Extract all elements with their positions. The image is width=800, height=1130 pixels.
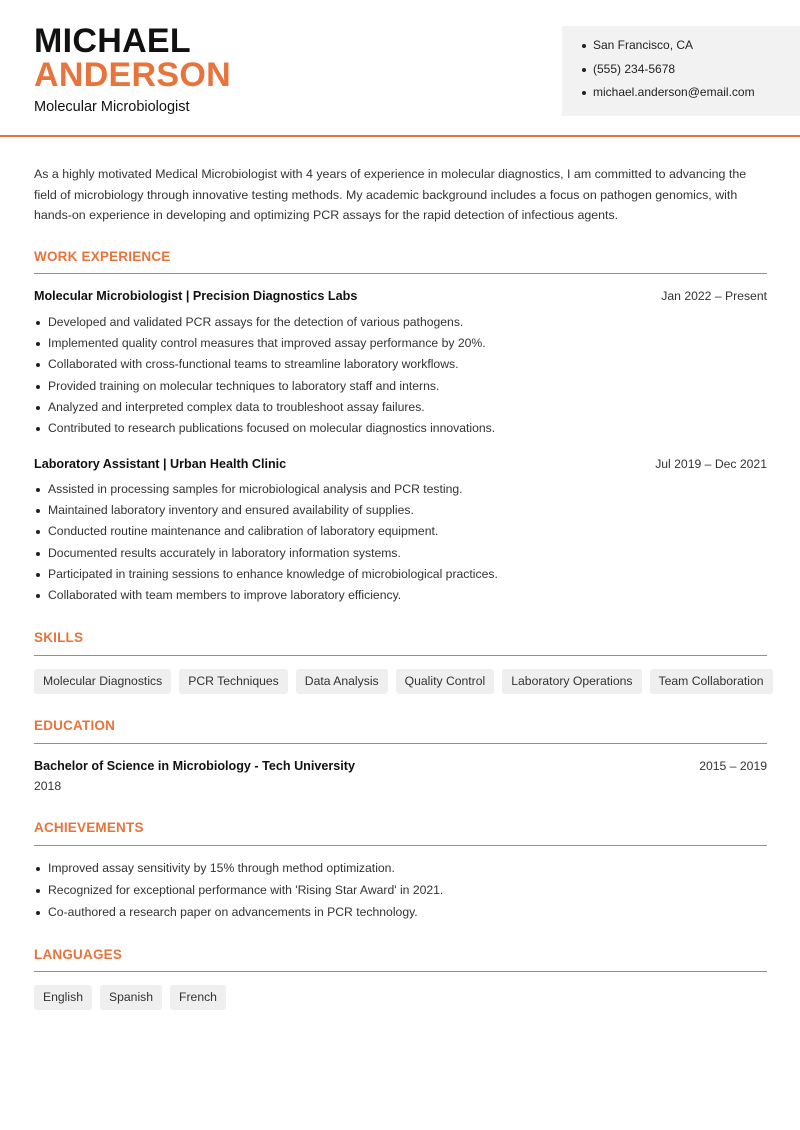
bullet-icon [36,594,40,598]
bullet-icon [582,44,586,48]
bullet-icon [36,530,40,534]
role-bullets [34,314,769,441]
list-item [34,566,769,587]
section-divider [34,655,767,656]
language-chip: French [170,985,226,1010]
contact-phone [582,61,800,85]
list-item-text: Collaborated with cross-functional teams to streamline laboratory workflows. [48,357,459,372]
list-item-text: Implemented quality control measures that improved assay performance by 20%. [48,336,486,351]
bullet-icon [36,488,40,492]
list-item-text: Documented results accurately in laboratory information systems. [48,545,401,560]
section-divider [34,845,767,846]
section-title-skills: SKILLS [34,630,84,645]
education-degree: Bachelor of Science in Microbiology - Tech University [34,759,355,773]
list-item [34,882,769,904]
bullet-icon [36,385,40,389]
language-chip: Spanish [100,985,162,1010]
section-divider [34,971,767,972]
section-title-achievements: ACHIEVEMENTS [34,820,144,835]
list-item-text: Co-authored a research paper on advancements in PCR technology. [48,905,418,919]
skill-chip: Team Collaboration [650,669,773,694]
list-item [34,399,769,420]
resume-header [0,0,800,137]
bullet-icon [36,321,40,325]
list-item-text: Developed and validated PCR assays for the detection of various pathogens. [48,315,464,329]
bullet-icon [36,363,40,367]
contact-location-text: San Francisco, CA [593,38,694,52]
list-item-text: Collaborated with team members to improve laboratory efficiency. [48,587,402,602]
role-title: Molecular Microbiologist | Precision Diagnostics Labs [34,289,358,303]
list-item-text: Recognized for exceptional performance with 'Rising Star Award' in 2021. [48,883,444,897]
section-divider [34,273,767,274]
list-item-text: Analyzed and interpreted complex data to troubleshoot assay failures. [48,399,425,414]
section-title-education: EDUCATION [34,718,116,733]
role-dates: Jul 2019 – Dec 2021 [655,457,767,471]
first-name: MICHAEL [34,22,191,60]
bullet-icon [36,342,40,346]
list-item [34,420,769,441]
contact-box [562,26,800,116]
list-item [34,502,769,523]
list-item [34,335,769,356]
list-item-text: Maintained laboratory inventory and ensured availability of supplies. [48,503,414,518]
bullet-icon [582,68,586,72]
skills-list [34,669,773,694]
list-item-text: Contributed to research publications focused on molecular diagnostics innovations. [48,420,496,435]
contact-email [582,84,800,108]
bullet-icon [36,552,40,556]
education-year: 2018 [34,779,62,793]
role-title: Laboratory Assistant | Urban Health Clinic [34,457,287,471]
bullet-icon [36,867,40,871]
section-title-languages: LANGUAGES [34,947,123,962]
list-item-text: Conducted routine maintenance and calibration of laboratory equipment. [48,524,439,539]
language-chip: English [34,985,92,1010]
bullet-icon [36,573,40,577]
list-item [34,587,769,608]
languages-list [34,985,226,1010]
list-item [34,523,769,544]
list-item [34,314,769,335]
skill-chip: Molecular Diagnostics [34,669,171,694]
bullet-icon [36,427,40,431]
list-item [34,481,769,502]
bullet-icon [36,889,40,893]
list-item-text: Improved assay sensitivity by 15% through method optimization. [48,861,395,875]
section-divider [34,743,767,744]
list-item-text: Assisted in processing samples for microbiological analysis and PCR testing. [48,482,463,496]
skill-chip: Laboratory Operations [502,669,641,694]
bullet-icon [36,406,40,410]
list-item [34,860,769,882]
skill-chip: PCR Techniques [179,669,288,694]
section-title-work: WORK EXPERIENCE [34,249,171,264]
role-bullets [34,481,769,608]
list-item [34,378,769,399]
achievements-list [34,860,769,926]
bullet-icon [36,911,40,915]
bullet-icon [36,509,40,513]
summary-paragraph: As a highly motivated Medical Microbiologist with 4 years of experience in molecular diagnostics, I am committed to advancing the field of microbiology through innovative testing methods. My academic background includes a focus on pathogen genomics, with hands-on experience in developing and optimizing PCR assays for the rapid detection of infectious agents. [34,167,747,223]
last-name: ANDERSON [34,56,231,94]
list-item [34,356,769,377]
role-dates: Jan 2022 – Present [661,289,767,303]
skill-chip: Quality Control [396,669,495,694]
contact-location [582,37,800,61]
list-item [34,545,769,566]
list-item-text: Participated in training sessions to enhance knowledge of microbiological practices. [48,566,498,581]
education-dates: 2015 – 2019 [699,759,767,773]
contact-email-text: michael.anderson@email.com [593,85,755,99]
skill-chip: Data Analysis [296,669,388,694]
contact-phone-text: (555) 234-5678 [593,61,676,76]
job-title: Molecular Microbiologist [34,99,190,115]
list-item [34,904,769,926]
list-item-text: Provided training on molecular techniques to laboratory staff and interns. [48,378,440,393]
bullet-icon [582,91,586,95]
